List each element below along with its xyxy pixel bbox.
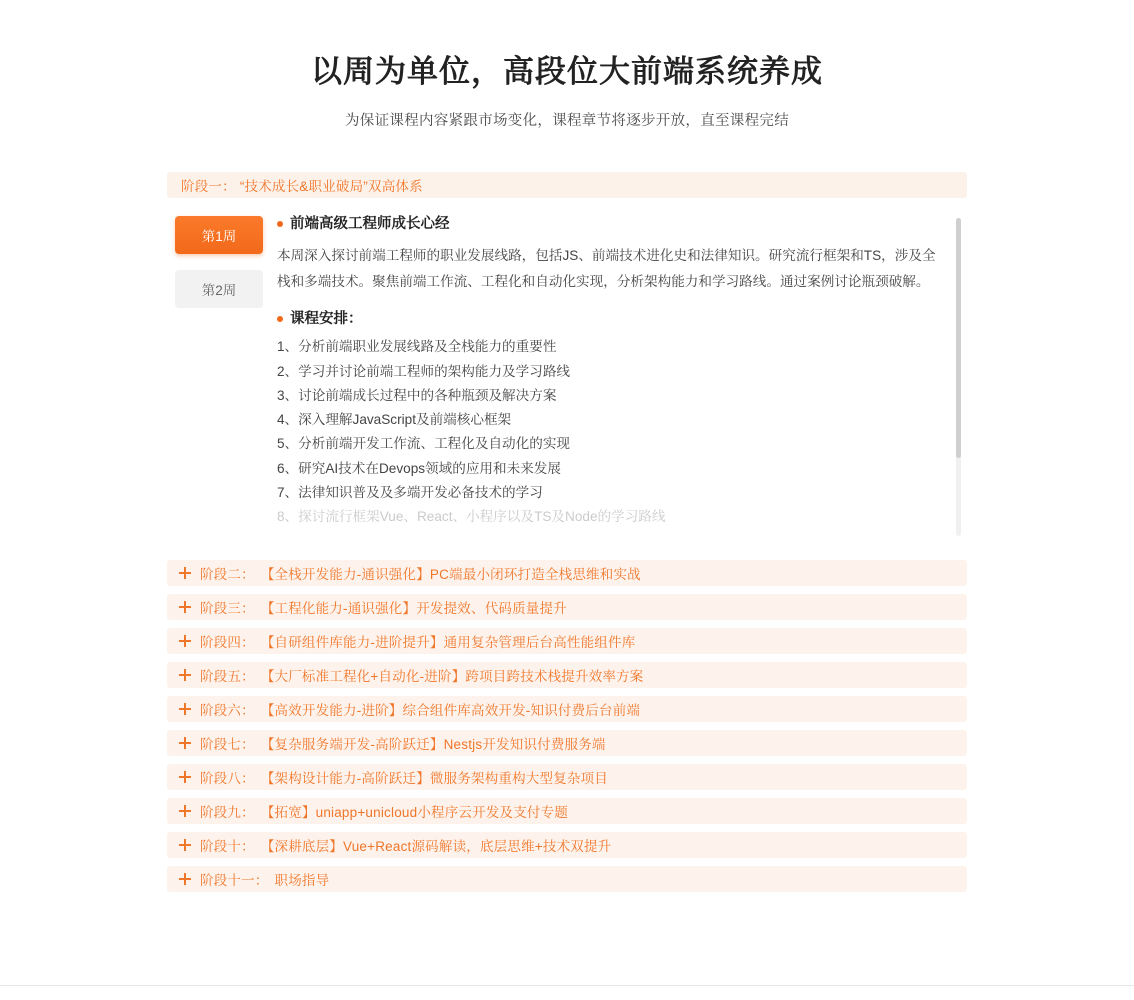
outline-content bbox=[167, 172, 967, 892]
stage-row-6-title: 【高效开发能力-进阶】综合组件库高效开发-知识付费后台前端 bbox=[260, 703, 641, 719]
plus-icon bbox=[179, 669, 191, 681]
stage-row-8-title: 【架构设计能力-高阶跃迁】微服务架构重构大型复杂项目 bbox=[260, 771, 609, 787]
detail-arrangement-title: 课程安排： bbox=[277, 309, 941, 329]
collapsed-stage-list bbox=[167, 560, 967, 892]
course-item-list bbox=[277, 335, 941, 529]
stage-row-8-name: 阶段八： bbox=[200, 771, 255, 787]
stage-row-10-title: 【深耕底层】Vue+React源码解读，底层思维+技术双提升 bbox=[260, 839, 612, 855]
stage-one-title: “技术成长&职业破局”双高体系 bbox=[239, 179, 423, 195]
list-item: 1、分析前端职业发展线路及全栈能力的重要性 bbox=[277, 339, 557, 355]
list-item: 4、深入理解JavaScript及前端核心框架 bbox=[277, 412, 512, 428]
stage-row-2-title: 【全栈开发能力-通识强化】PC端最小闭环打造全栈思维和实战 bbox=[260, 567, 641, 583]
list-item: 8、探讨流行框架Vue、React、小程序以及TS及Node的学习路线 bbox=[277, 509, 666, 525]
week-tab-2-label: 第2周 bbox=[201, 283, 237, 299]
plus-icon bbox=[179, 567, 191, 579]
stage-row-5-name: 阶段五： bbox=[200, 669, 255, 685]
list-item: 7、法律知识普及及多端开发必备技术的学习 bbox=[277, 485, 543, 501]
page-subtitle: 为保证课程内容紧跟市场变化，课程章节将逐步开放，直至课程完结 bbox=[345, 113, 789, 130]
stage-row-10-name: 阶段十： bbox=[200, 839, 255, 855]
stage-row-6-name: 阶段六： bbox=[200, 703, 255, 719]
detail-scrollbar-thumb[interactable] bbox=[956, 218, 961, 458]
list-item: 6、研究AI技术在Devops领域的应用和未来发展 bbox=[277, 460, 561, 476]
page-bottom-divider bbox=[0, 985, 1134, 986]
page-header bbox=[0, 0, 1134, 130]
stage-row-7-title: 【复杂服务端开发-高阶跃迁】Nestjs开发知识付费服务端 bbox=[260, 737, 606, 753]
stage-row-9-title: 【拓宽】uniapp+unicloud小程序云开发及支付专题 bbox=[260, 805, 569, 821]
stage-row-11-title: 职场指导 bbox=[274, 873, 330, 889]
plus-icon bbox=[179, 635, 191, 647]
week-detail-panel bbox=[277, 214, 967, 544]
list-item: 3、讨论前端成长过程中的各种瓶颈及解决方案 bbox=[277, 387, 557, 403]
list-item: 5、分析前端开发工作流、工程化及自动化的实现 bbox=[277, 436, 571, 452]
plus-icon bbox=[179, 737, 191, 749]
stage-row-9[interactable] bbox=[167, 798, 967, 824]
stage-row-5[interactable] bbox=[167, 662, 967, 688]
detail-description: 本周深入探讨前端工程师的职业发展线路，包括JS、前端技术进化史和法律知识。研究流行框架和TS，涉及全栈和多端技术。聚焦前端工作流、工程化和自动化实现，分析架构能力和学习路线。通过案例讨论瓶颈破解。 bbox=[277, 248, 936, 290]
detail-overview bbox=[277, 214, 941, 295]
week-tab-list bbox=[167, 214, 277, 544]
stage-row-7[interactable] bbox=[167, 730, 967, 756]
plus-icon bbox=[179, 839, 191, 851]
detail-arrangement bbox=[277, 309, 941, 529]
stage-row-3-title: 【工程化能力-通识强化】开发提效、代码质量提升 bbox=[260, 601, 567, 617]
plus-icon bbox=[179, 805, 191, 817]
stage-one-body bbox=[167, 214, 967, 544]
plus-icon bbox=[179, 873, 191, 885]
detail-scrollbar-track[interactable] bbox=[956, 218, 961, 536]
plus-icon bbox=[179, 703, 191, 715]
stage-one-header[interactable] bbox=[167, 172, 967, 198]
stage-row-3[interactable] bbox=[167, 594, 967, 620]
stage-row-7-name: 阶段七： bbox=[200, 737, 255, 753]
list-item: 2、学习并讨论前端工程师的架构能力及学习路线 bbox=[277, 363, 571, 379]
week-tab-1[interactable] bbox=[175, 216, 263, 254]
stage-row-10[interactable] bbox=[167, 832, 967, 858]
plus-icon bbox=[179, 601, 191, 613]
stage-row-2-name: 阶段二： bbox=[200, 567, 255, 583]
stage-row-4[interactable] bbox=[167, 628, 967, 654]
stage-row-11-name: 阶段十一： bbox=[200, 873, 269, 889]
stage-row-6[interactable] bbox=[167, 696, 967, 722]
stage-row-5-title: 【大厂标准工程化+自动化-进阶】跨项目跨技术栈提升效率方案 bbox=[260, 669, 644, 685]
stage-row-4-name: 阶段四： bbox=[200, 635, 255, 651]
stage-row-2[interactable] bbox=[167, 560, 967, 586]
detail-section-title: 前端高级工程师成长心经 bbox=[277, 214, 941, 234]
stage-row-11[interactable] bbox=[167, 866, 967, 892]
stage-row-4-title: 【自研组件库能力-进阶提升】通用复杂管理后台高性能组件库 bbox=[260, 635, 636, 651]
stage-row-9-name: 阶段九： bbox=[200, 805, 255, 821]
plus-icon bbox=[179, 771, 191, 783]
page-title: 以周为单位，高段位大前端系统养成 bbox=[311, 54, 823, 89]
week-tab-2[interactable] bbox=[175, 270, 263, 308]
stage-row-8[interactable] bbox=[167, 764, 967, 790]
stage-one-label: 阶段一： bbox=[181, 179, 236, 195]
stage-row-3-name: 阶段三： bbox=[200, 601, 255, 617]
week-tab-1-label: 第1周 bbox=[201, 229, 237, 245]
